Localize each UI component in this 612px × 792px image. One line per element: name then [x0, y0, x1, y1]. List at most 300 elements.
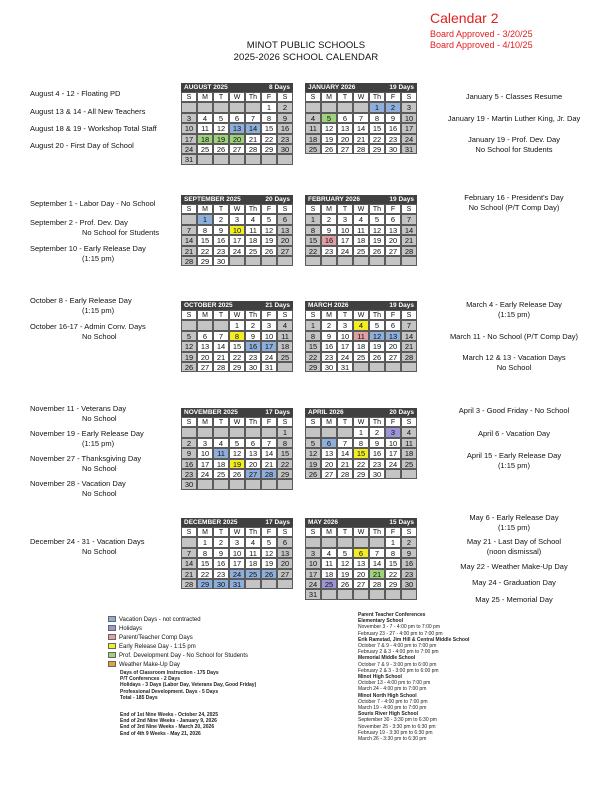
day-cell: 29: [197, 256, 213, 266]
empty-cell: [245, 479, 261, 489]
day-cell: 4: [245, 214, 261, 224]
day-cell: 18: [305, 134, 321, 144]
day-cell: 16: [213, 558, 229, 568]
day-cell: 26: [261, 569, 277, 579]
day-cell: 13: [277, 225, 293, 235]
day-cell: 31: [305, 589, 321, 599]
day-cell: 3: [305, 548, 321, 558]
right-note: March 12 & 13 - Vacation Days No School: [462, 353, 566, 372]
day-cell: 10: [197, 448, 213, 458]
weekday-header: M: [197, 92, 213, 102]
day-cell: 11: [245, 548, 261, 558]
empty-cell: [305, 102, 321, 112]
day-cell: 25: [277, 352, 293, 362]
weekday-header: T: [213, 527, 229, 537]
day-cell: 4: [353, 320, 369, 330]
day-cell: 21: [213, 352, 229, 362]
day-cell: 4: [277, 320, 293, 330]
month-october-2025: [181, 301, 293, 372]
month-days-count: 20 Days: [389, 409, 414, 416]
weekday-header: F: [261, 527, 277, 537]
day-cell: 2: [385, 102, 401, 112]
month-days-count: 19 Days: [389, 302, 414, 309]
day-cell: 15: [261, 123, 277, 133]
right-note: April 3 - Good Friday - No School: [458, 406, 570, 415]
empty-cell: [369, 537, 385, 547]
day-cell: 28: [213, 362, 229, 372]
day-cell: 11: [197, 123, 213, 133]
empty-cell: [261, 256, 277, 266]
quarter-end-3: End of 3rd Nine Weeks - March 20, 2026: [120, 724, 215, 731]
day-cell: 5: [337, 548, 353, 558]
weekday-header: F: [261, 204, 277, 214]
day-cell: 3: [385, 427, 401, 437]
day-cell: 10: [229, 548, 245, 558]
summary-total: Total - 185 Days: [120, 694, 158, 701]
day-cell: 14: [181, 558, 197, 568]
weekday-header: M: [197, 204, 213, 214]
weekday-header: T: [213, 417, 229, 427]
empty-cell: [181, 537, 197, 547]
month-grid: [181, 92, 293, 165]
empty-cell: [401, 469, 417, 479]
day-cell: 3: [229, 214, 245, 224]
day-cell: 23: [245, 352, 261, 362]
day-cell: 25: [353, 246, 369, 256]
day-cell: 27: [197, 362, 213, 372]
day-cell: 11: [245, 225, 261, 235]
day-cell: 14: [213, 341, 229, 351]
day-cell: 16: [321, 341, 337, 351]
day-cell: 19: [261, 558, 277, 568]
right-note: May 21 - Last Day of School (noon dismissal): [466, 537, 562, 556]
summary-instruction: Days of Classroom Instruction - 175 Days: [120, 670, 219, 676]
empty-cell: [321, 589, 337, 599]
day-cell: 2: [277, 102, 293, 112]
day-cell: 24: [229, 569, 245, 579]
day-cell: 17: [197, 459, 213, 469]
day-cell: 20: [277, 558, 293, 568]
day-cell: 16: [321, 235, 337, 245]
day-cell: 25: [305, 144, 321, 154]
day-cell: 1: [369, 102, 385, 112]
day-cell: 25: [321, 579, 337, 589]
day-cell: 20: [277, 235, 293, 245]
weekday-header: F: [385, 310, 401, 320]
day-cell: 20: [337, 134, 353, 144]
day-cell: 17: [229, 558, 245, 568]
weekday-header: Th: [369, 204, 385, 214]
day-cell: 21: [181, 246, 197, 256]
day-cell: 9: [213, 548, 229, 558]
empty-cell: [321, 102, 337, 112]
conference-heading: Souris River High School: [358, 711, 419, 718]
day-cell: 25: [197, 144, 213, 154]
day-cell: 7: [181, 548, 197, 558]
day-cell: 9: [369, 438, 385, 448]
weekday-header: M: [321, 527, 337, 537]
weekday-header: S: [305, 204, 321, 214]
day-cell: 17: [337, 341, 353, 351]
day-cell: 20: [321, 459, 337, 469]
day-cell: 8: [197, 548, 213, 558]
day-cell: 22: [261, 134, 277, 144]
day-cell: 12: [337, 558, 353, 568]
day-cell: 1: [197, 537, 213, 547]
day-cell: 13: [385, 225, 401, 235]
conference-time: February 23 - 27 - 4:00 pm to 7:00 pm: [358, 630, 443, 637]
month-grid: [305, 417, 417, 479]
weekday-header: S: [181, 92, 197, 102]
day-cell: 2: [213, 537, 229, 547]
day-cell: 7: [401, 214, 417, 224]
day-cell: 3: [401, 102, 417, 112]
empty-cell: [197, 102, 213, 112]
day-cell: 10: [385, 438, 401, 448]
day-cell: 5: [229, 438, 245, 448]
day-cell: 18: [197, 134, 213, 144]
day-cell: 10: [401, 113, 417, 123]
day-cell: 3: [197, 438, 213, 448]
empty-cell: [277, 256, 293, 266]
day-cell: 27: [337, 144, 353, 154]
day-cell: 19: [321, 134, 337, 144]
day-cell: 25: [213, 469, 229, 479]
day-cell: 25: [245, 246, 261, 256]
day-cell: 13: [385, 331, 401, 341]
conference-time: October 7 - 4:00 pm to 7:00 pm: [358, 698, 428, 705]
empty-cell: [277, 154, 293, 164]
day-cell: 18: [213, 459, 229, 469]
month-name: JANUARY 2026: [308, 84, 356, 91]
day-summary: [120, 670, 256, 701]
day-cell: 1: [261, 102, 277, 112]
day-cell: 27: [277, 569, 293, 579]
right-note: March 11 - No School (P/T Comp Day): [449, 332, 579, 341]
left-note: November 28 - Vacation Day No School: [30, 479, 126, 498]
month-header: [181, 408, 293, 417]
day-cell: 10: [337, 331, 353, 341]
weekday-header: S: [401, 204, 417, 214]
month-days-count: 15 Days: [389, 519, 414, 526]
day-cell: 29: [277, 469, 293, 479]
month-name: SEPTEMBER 2025: [184, 196, 241, 203]
month-header: [181, 83, 293, 92]
weekday-header: F: [385, 417, 401, 427]
day-cell: 18: [353, 235, 369, 245]
day-cell: 30: [245, 362, 261, 372]
month-header: [181, 195, 293, 204]
weekday-header: T: [337, 527, 353, 537]
weekday-header: W: [353, 310, 369, 320]
day-cell: 3: [261, 320, 277, 330]
legend-item-prof-dev: Prof. Development Day - No School for Students: [108, 652, 248, 661]
empty-cell: [261, 579, 277, 589]
day-cell: 23: [213, 246, 229, 256]
empty-cell: [245, 102, 261, 112]
day-cell: 2: [181, 438, 197, 448]
day-cell: 28: [261, 469, 277, 479]
weekday-header: S: [305, 527, 321, 537]
day-cell: 3: [337, 214, 353, 224]
day-cell: 8: [385, 548, 401, 558]
weekday-header: F: [261, 92, 277, 102]
day-cell: 25: [245, 569, 261, 579]
day-cell: 30: [181, 479, 197, 489]
day-cell: 28: [353, 144, 369, 154]
day-cell: 26: [261, 246, 277, 256]
day-cell: 5: [305, 438, 321, 448]
empty-cell: [245, 154, 261, 164]
day-cell: 28: [181, 256, 197, 266]
day-cell: 16: [369, 448, 385, 458]
empty-cell: [321, 427, 337, 437]
day-cell: 13: [337, 123, 353, 133]
day-cell: 7: [245, 113, 261, 123]
empty-cell: [277, 479, 293, 489]
month-grid: [181, 527, 293, 589]
day-cell: 11: [353, 225, 369, 235]
day-cell: 24: [337, 246, 353, 256]
weekday-header: W: [353, 527, 369, 537]
day-cell: 1: [277, 427, 293, 437]
day-cell: 2: [369, 427, 385, 437]
weekday-header: M: [197, 310, 213, 320]
day-cell: 15: [369, 123, 385, 133]
day-cell: 31: [261, 362, 277, 372]
day-cell: 15: [305, 341, 321, 351]
day-cell: 12: [229, 448, 245, 458]
month-header: [305, 83, 417, 92]
day-cell: 12: [321, 123, 337, 133]
day-cell: 27: [321, 469, 337, 479]
day-cell: 13: [353, 558, 369, 568]
weekday-header: W: [229, 92, 245, 102]
conference-time: February 2 & 3 - 4:00 pm to 7:00 pm: [358, 649, 439, 656]
empty-cell: [229, 102, 245, 112]
empty-cell: [213, 102, 229, 112]
day-cell: 26: [229, 469, 245, 479]
conference-heading: Memorial Middle School: [358, 655, 416, 662]
day-cell: 8: [261, 113, 277, 123]
day-cell: 24: [181, 144, 197, 154]
day-cell: 5: [261, 537, 277, 547]
right-note: May 6 - Early Release Day (1:15 pm): [469, 513, 559, 532]
day-cell: 23: [181, 469, 197, 479]
empty-cell: [353, 589, 369, 599]
day-cell: 28: [401, 246, 417, 256]
month-grid: [305, 527, 417, 600]
empty-cell: [401, 589, 417, 599]
day-cell: 14: [261, 448, 277, 458]
day-cell: 27: [245, 469, 261, 479]
day-cell: 12: [369, 331, 385, 341]
day-cell: 28: [401, 352, 417, 362]
day-cell: 6: [385, 320, 401, 330]
conference-heading: Parent Teacher Conferences: [358, 612, 426, 618]
empty-cell: [401, 256, 417, 266]
weekday-header: T: [337, 92, 353, 102]
day-cell: 23: [213, 569, 229, 579]
day-cell: 21: [401, 341, 417, 351]
day-cell: 27: [385, 352, 401, 362]
day-cell: 9: [245, 331, 261, 341]
month-days-count: 20 Days: [265, 196, 290, 203]
month-grid: [305, 204, 417, 266]
empty-cell: [321, 256, 337, 266]
weather-swatch: [108, 661, 116, 667]
weekday-header: W: [229, 417, 245, 427]
left-note: November 27 - Thanksgiving Day No School: [30, 454, 142, 473]
day-cell: 11: [213, 448, 229, 458]
weekday-header: F: [261, 310, 277, 320]
day-cell: 30: [401, 579, 417, 589]
right-note: January 19 - Prof. Dev. Day No School for Students: [468, 135, 560, 154]
month-days-count: 19 Days: [389, 84, 414, 91]
day-cell: 6: [229, 113, 245, 123]
weekday-header: T: [337, 310, 353, 320]
empty-cell: [353, 102, 369, 112]
day-cell: 12: [261, 548, 277, 558]
day-cell: 19: [337, 569, 353, 579]
weekday-header: Th: [369, 527, 385, 537]
day-cell: 15: [353, 448, 369, 458]
weekday-header: M: [321, 417, 337, 427]
empty-cell: [245, 427, 261, 437]
day-cell: 17: [305, 569, 321, 579]
month-name: AUGUST 2025: [184, 84, 228, 91]
left-note: August 13 & 14 - All New Teachers: [30, 107, 146, 116]
day-cell: 12: [261, 225, 277, 235]
conference-time: February 2 & 3 - 3:00 pm to 6:00 pm: [358, 667, 439, 674]
day-cell: 27: [353, 579, 369, 589]
day-cell: 10: [229, 225, 245, 235]
board-approval-2: Board Approved - 4/10/25: [430, 40, 533, 50]
day-cell: 1: [385, 537, 401, 547]
day-cell: 7: [337, 438, 353, 448]
empty-cell: [385, 469, 401, 479]
empty-cell: [229, 479, 245, 489]
conference-time: March 19 - 4:00 pm to 7:00 pm: [358, 705, 427, 712]
day-cell: 31: [401, 144, 417, 154]
day-cell: 22: [385, 569, 401, 579]
month-april-2026: [305, 408, 417, 479]
day-cell: 20: [245, 459, 261, 469]
day-cell: 17: [337, 235, 353, 245]
empty-cell: [213, 427, 229, 437]
day-cell: 19: [261, 235, 277, 245]
empty-cell: [369, 362, 385, 372]
weekday-header: T: [213, 310, 229, 320]
day-cell: 6: [277, 537, 293, 547]
day-cell: 21: [245, 134, 261, 144]
empty-cell: [369, 589, 385, 599]
day-cell: 12: [213, 123, 229, 133]
empty-cell: [197, 154, 213, 164]
conference-heading: Minot High School: [358, 674, 402, 681]
month-days-count: 17 Days: [265, 409, 290, 416]
day-cell: 14: [401, 331, 417, 341]
day-cell: 12: [369, 225, 385, 235]
weekday-header: M: [321, 92, 337, 102]
day-cell: 13: [229, 123, 245, 133]
day-cell: 30: [213, 256, 229, 266]
weekday-header: T: [213, 92, 229, 102]
day-cell: 13: [321, 448, 337, 458]
day-cell: 29: [369, 144, 385, 154]
month-name: FEBRUARY 2026: [308, 196, 361, 203]
conference-time: November 25 - 3:30 pm to 6:30 pm: [358, 723, 436, 730]
day-cell: 15: [197, 235, 213, 245]
weekday-header: S: [181, 527, 197, 537]
day-cell: 30: [277, 144, 293, 154]
day-cell: 29: [353, 469, 369, 479]
empty-cell: [353, 256, 369, 266]
day-cell: 4: [197, 113, 213, 123]
conference-heading: Minot North High School: [358, 692, 417, 699]
quarter-end-1: End of 1st Nine Weeks - October 24, 2025: [120, 712, 218, 718]
day-cell: 1: [353, 427, 369, 437]
vacation-swatch: [108, 616, 116, 622]
day-cell: 24: [261, 352, 277, 362]
month-march-2026: [305, 301, 417, 372]
weekday-header: Th: [369, 310, 385, 320]
weekday-header: S: [277, 310, 293, 320]
legend-item-pt-comp: Parent/Teacher Comp Days: [108, 634, 248, 643]
empty-cell: [385, 256, 401, 266]
prof-dev-swatch: [108, 652, 116, 658]
day-cell: 17: [261, 341, 277, 351]
day-cell: 30: [321, 362, 337, 372]
empty-cell: [213, 154, 229, 164]
right-note: March 4 - Early Release Day (1:15 pm): [466, 300, 562, 319]
conference-time: March 24 - 4:00 pm to 7:00 pm: [358, 686, 427, 693]
day-cell: 22: [229, 352, 245, 362]
right-note: April 15 - Early Release Day (1:15 pm): [466, 451, 562, 470]
day-cell: 17: [229, 235, 245, 245]
day-cell: 17: [385, 448, 401, 458]
weekday-header: S: [181, 204, 197, 214]
day-cell: 7: [261, 438, 277, 448]
day-cell: 20: [385, 341, 401, 351]
day-cell: 10: [261, 331, 277, 341]
day-cell: 6: [385, 214, 401, 224]
day-cell: 8: [229, 331, 245, 341]
day-cell: 19: [213, 134, 229, 144]
month-august-2025: [181, 83, 293, 165]
right-note: January 5 - Classes Resume: [465, 92, 563, 101]
day-cell: 8: [353, 438, 369, 448]
month-grid: [305, 310, 417, 372]
day-cell: 5: [213, 113, 229, 123]
day-cell: 14: [245, 123, 261, 133]
day-cell: 18: [277, 341, 293, 351]
empty-cell: [353, 537, 369, 547]
weekday-header: S: [401, 527, 417, 537]
day-cell: 4: [245, 537, 261, 547]
month-days-count: 21 Days: [265, 302, 290, 309]
day-cell: 2: [213, 214, 229, 224]
month-grid: [305, 92, 417, 154]
day-cell: 26: [321, 144, 337, 154]
day-cell: 10: [305, 558, 321, 568]
month-days-count: 19 Days: [389, 196, 414, 203]
weekday-header: F: [385, 92, 401, 102]
day-cell: 24: [401, 134, 417, 144]
day-cell: 6: [197, 331, 213, 341]
month-header: [181, 518, 293, 527]
day-cell: 19: [369, 235, 385, 245]
